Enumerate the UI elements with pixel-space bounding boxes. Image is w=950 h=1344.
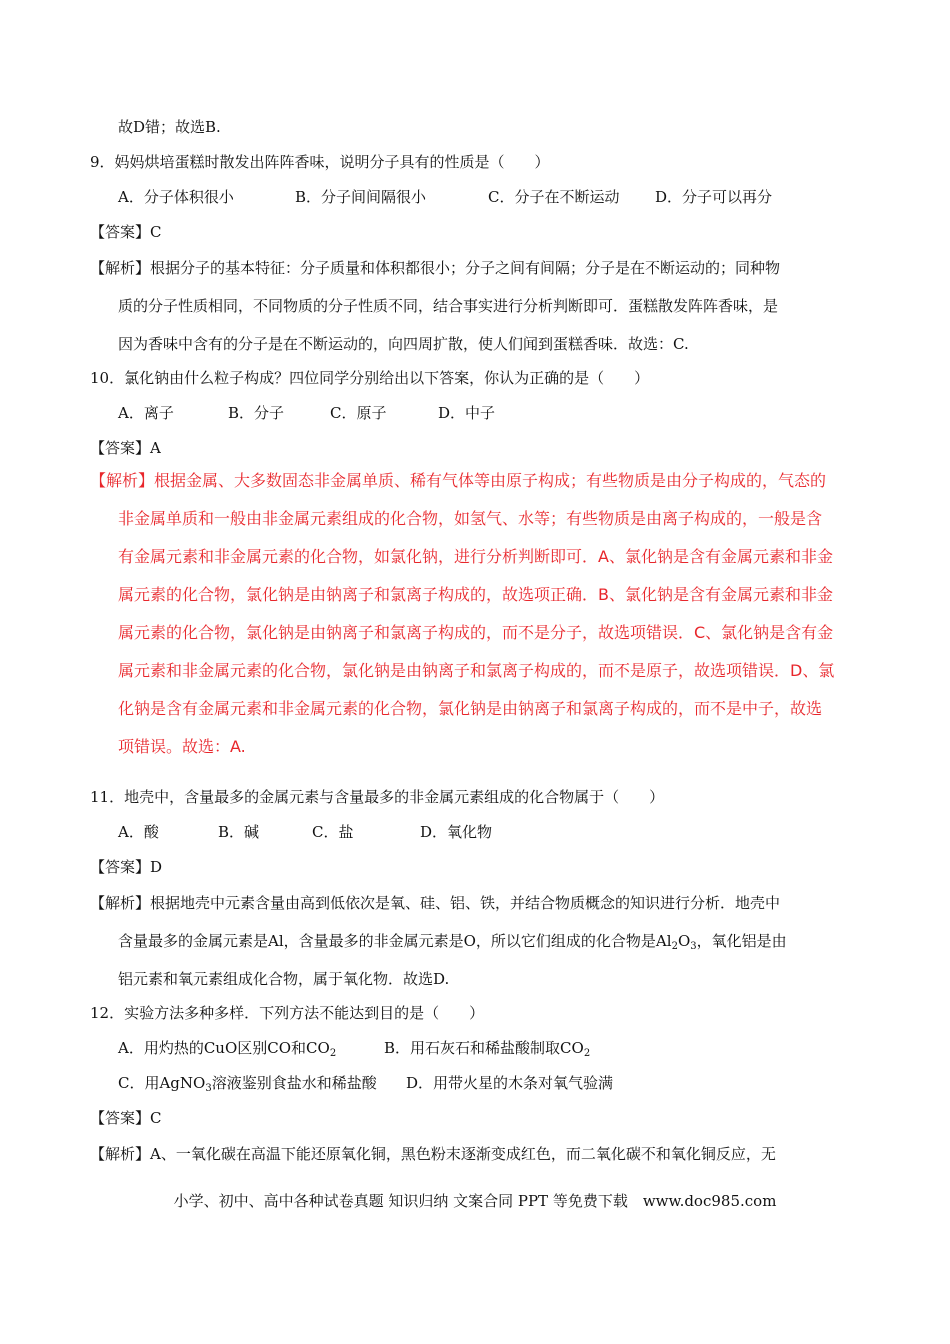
q11-option-d: D．氧化物 (420, 823, 493, 841)
q12-option-a: A．用灼热的CuO区别CO和$CO_2$ (118, 1039, 337, 1059)
q12-option-c: C．用AgNO$_3$溶液鉴别食盐水和稀盐酸 (118, 1074, 377, 1094)
q10-option-c: C．原子 (330, 404, 387, 422)
q12-analysis-line: 【解析】A、一氧化碳在高温下能还原氧化铜，黑色粉末逐渐变成红色，而二氧化碳不和氧化铜反应，无 (90, 1145, 776, 1163)
q10-analysis-line: 有金属元素和非金属元素的化合物，如氯化钠，进行分析判断即可．A、氯化钠是含有金属元素和非金 (118, 547, 833, 566)
q11-analysis-line: 铝元素和氧元素组成化合物，属于氧化物．故选D. (118, 970, 450, 988)
q11-answer: 【答案】D (90, 858, 163, 876)
q10-analysis-line: 属元素的化合物，氯化钠是由钠离子和氯离子构成的，故选项正确．B、氯化钠是含有金属元素和非金 (118, 585, 833, 604)
question-10-stem: 10．氯化钠由什么粒子构成？四位同学分别给出以下答案，你认为正确的是（ ） (90, 369, 650, 387)
q9-analysis-line: 因为香味中含有的分子是在不断运动的，向四周扩散，使人们闻到蛋糕香味．故选：C. (118, 335, 689, 353)
q12-answer: 【答案】C (90, 1109, 162, 1127)
q9-answer: 【答案】C (90, 223, 162, 241)
page-footer: 小学、初中、高中各种试卷真题 知识归纳 文案合同 PPT 等免费下载 www.doc985.com (173, 1192, 777, 1210)
q10-analysis-line: 化钠是含有金属元素和非金属元素的化合物，氯化钠是由钠离子和氯离子构成的，而不是中子，故选 (118, 699, 823, 718)
q10-analysis-line: 【解析】根据金属、大多数固态非金属单质、稀有气体等由原子构成；有些物质是由分子构成的，气态的 (90, 471, 827, 490)
question-11-stem: 11．地壳中，含量最多的金属元素与含量最多的非金属元素组成的化合物属于（ ） (90, 788, 665, 806)
q10-analysis-line: 非金属单质和一般由非金属元素组成的化合物，如氢气、水等；有些物质是由离子构成的，一般是含 (118, 509, 823, 528)
q10-answer: 【答案】A (90, 439, 161, 457)
q10-option-a: A．离子 (118, 404, 174, 422)
q11-analysis-line: 【解析】根据地壳中元素含量由高到低依次是氧、硅、铝、铁，并结合物质概念的知识进行分析．地壳中 (90, 894, 781, 912)
q12-option-b: B．用石灰石和稀盐酸制取$CO_2$ (384, 1039, 591, 1059)
q12-option-d: D．用带火星的木条对氧气验满 (406, 1074, 614, 1092)
q9-analysis-line: 【解析】根据分子的基本特征：分子质量和体积都很小；分子之间有间隔；分子是在不断运动的；同种物 (90, 259, 781, 277)
text-line: 故D错；故选B. (118, 118, 221, 136)
q11-option-c: C．盐 (312, 823, 354, 841)
q11-option-a: A．酸 (118, 823, 159, 841)
q11-option-b: B．碱 (218, 823, 260, 841)
q9-option-d: D．分子可以再分 (655, 188, 773, 206)
q11-analysis-line: 含量最多的金属元素是Al，含量最多的非金属元素是O，所以它们组成的化合物是$Al_2O_3$，氧化铝是由 (118, 932, 787, 952)
q10-analysis-line: 属元素和非金属元素的化合物，氯化钠是由钠离子和氯离子构成的，而不是原子，故选项错误．D、氯 (118, 661, 835, 680)
q10-analysis-line: 项错误。故选：A. (118, 737, 246, 756)
question-12-stem: 12．实验方法多种多样．下列方法不能达到目的是（ ） (90, 1004, 485, 1022)
q10-analysis-line: 属元素的化合物，氯化钠是由钠离子和氯离子构成的，而不是分子，故选项错误．C、氯化钠是含有金 (118, 623, 834, 642)
q10-option-d: D．中子 (438, 404, 496, 422)
q9-option-b: B．分子间间隔很小 (295, 188, 427, 206)
q9-option-c: C．分子在不断运动 (488, 188, 620, 206)
question-9-stem: 9．妈妈烘培蛋糕时散发出阵阵香味，说明分子具有的性质是（ ） (90, 153, 550, 171)
q10-option-b: B．分子 (228, 404, 285, 422)
q9-analysis-line: 质的分子性质相同，不同物质的分子性质不同，结合事实进行分析判断即可．蛋糕散发阵阵香味，是 (118, 297, 779, 315)
q9-option-a: A．分子体积很小 (118, 188, 234, 206)
